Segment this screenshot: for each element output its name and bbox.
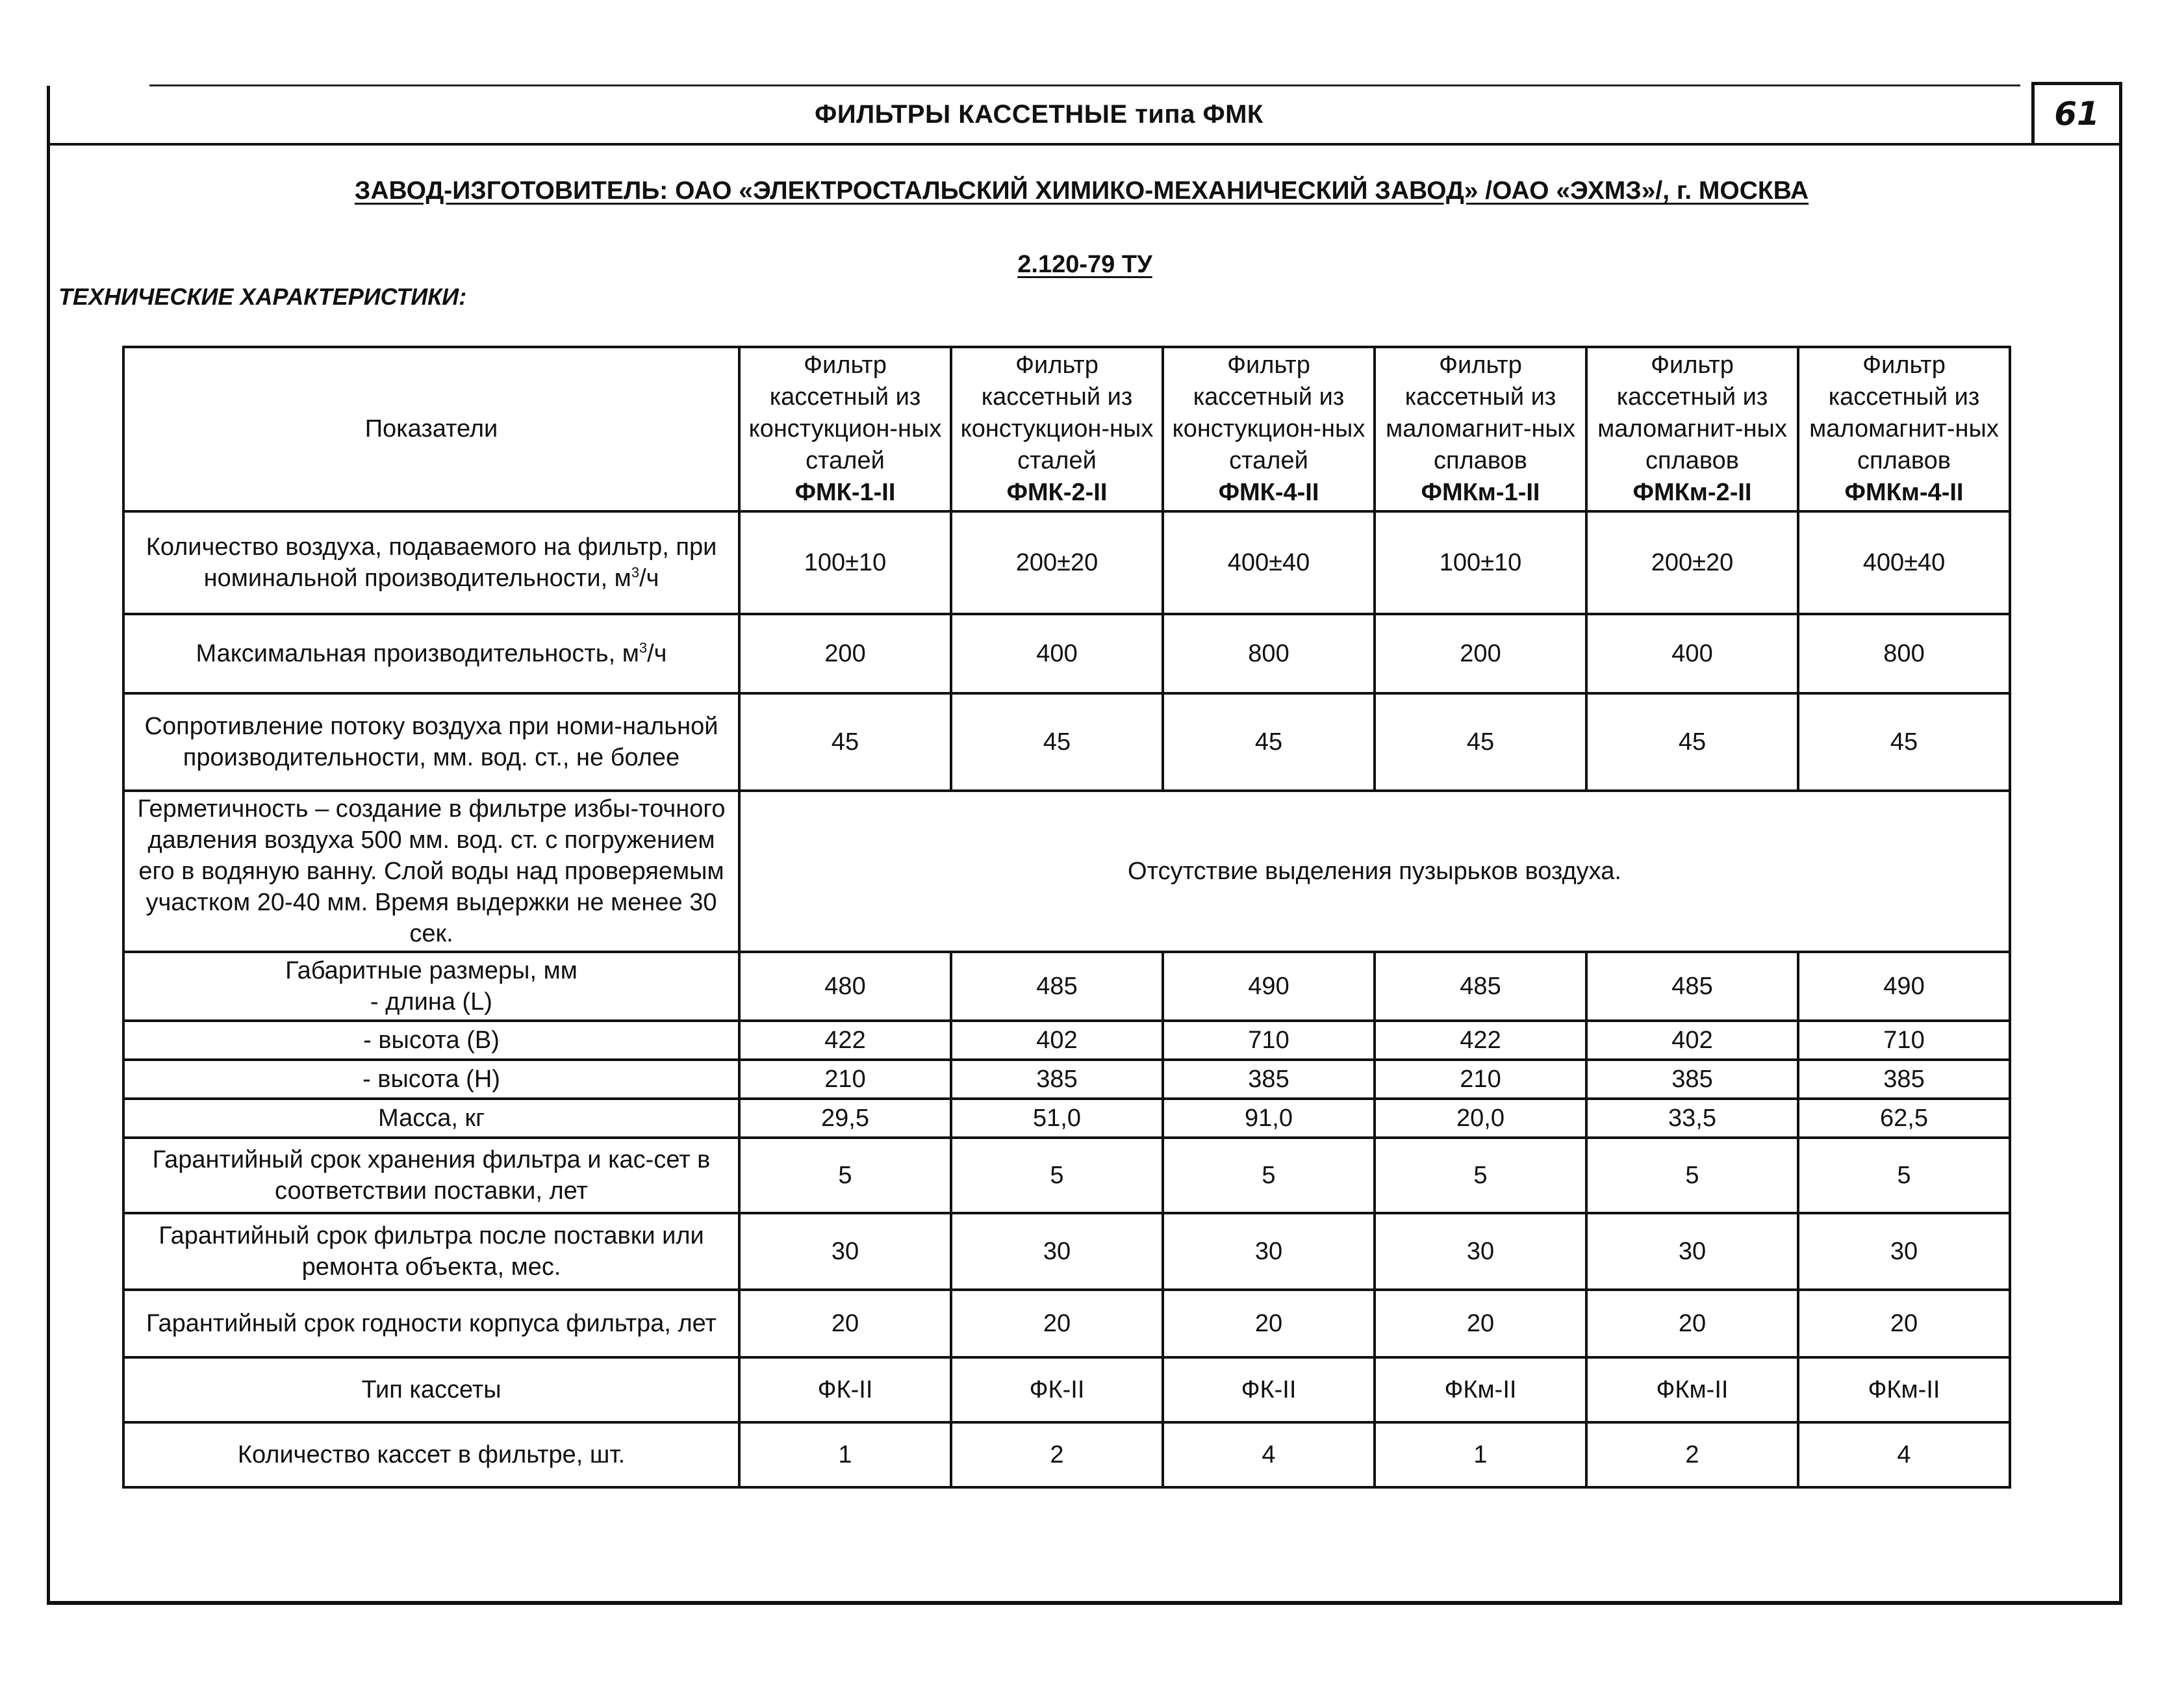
column-header — [1798, 347, 2010, 511]
column-desc: Фильтр кассетный из констукцион-ных сталей — [1172, 352, 1365, 474]
param-name: Гарантийный срок хранения фильтра и кас-сет в соответствии поставки, лет — [123, 1138, 739, 1213]
param-name: Гарантийный срок годности корпуса фильтра, лет — [123, 1290, 739, 1357]
column-header — [1163, 347, 1375, 511]
label-unit: /ч — [639, 565, 659, 592]
table-cell: 800 — [1798, 614, 2010, 693]
table-cell: 100±10 — [1375, 511, 1586, 614]
label-text: Максимальная производительность, м — [196, 640, 639, 667]
column-desc: Фильтр кассетный из констукцион-ных сталей — [748, 352, 942, 474]
table-cell: 5 — [1586, 1138, 1798, 1213]
table-cell: 480 — [739, 952, 951, 1021]
table-cell: 385 — [1798, 1060, 2010, 1099]
table-cell: 30 — [1798, 1213, 2010, 1290]
model-code: ФМК-1-II — [794, 479, 896, 506]
param-name: Масса, кг — [123, 1099, 739, 1138]
column-desc: Фильтр кассетный из маломагнит-ных сплавов — [1386, 352, 1575, 474]
column-desc: Фильтр кассетный из констукцион-ных сталей — [960, 352, 1154, 474]
table-cell: ФК-II — [739, 1357, 951, 1422]
table-cell: 51,0 — [951, 1099, 1163, 1138]
table-cell: 200 — [1375, 614, 1586, 693]
superscript: 3 — [631, 564, 640, 581]
page-title: ФИЛЬТРЫ КАССЕТНЫЕ типа ФМК — [815, 100, 1263, 129]
table-cell: 30 — [739, 1213, 951, 1290]
column-desc: Фильтр кассетный из маломагнит-ных сплавов — [1809, 352, 1999, 474]
title-band — [47, 86, 2122, 146]
table-row — [123, 1357, 2010, 1422]
table-row — [123, 1138, 2010, 1213]
table-cell: 100±10 — [739, 511, 951, 614]
table-cell: 485 — [1375, 952, 1586, 1021]
table-cell: 45 — [1798, 693, 2010, 791]
table-cell: ФКм-II — [1375, 1357, 1586, 1422]
column-header — [739, 347, 951, 511]
table-cell: 30 — [1375, 1213, 1586, 1290]
table-cell: 2 — [1586, 1422, 1798, 1487]
table-cell: 710 — [1163, 1021, 1375, 1060]
param-name: - высота (В) — [123, 1021, 739, 1060]
table-cell: 4 — [1163, 1422, 1375, 1487]
table-cell: 385 — [1163, 1060, 1375, 1099]
table-cell: 385 — [1586, 1060, 1798, 1099]
param-name: Гарантийный срок фильтра после поставки или ремонта объекта, мес. — [123, 1213, 739, 1290]
superscript: 3 — [639, 639, 648, 656]
label-text: Количество воздуха, подаваемого на фильтр, при номинальной производительности, м — [146, 533, 717, 592]
table-row — [123, 1290, 2010, 1357]
table-row — [123, 511, 2010, 614]
table-row — [123, 1213, 2010, 1290]
label-unit: /ч — [647, 640, 667, 667]
table-cell: 485 — [951, 952, 1163, 1021]
table-cell: 1 — [1375, 1422, 1586, 1487]
table-row — [123, 1021, 2010, 1060]
table-row — [123, 1422, 2010, 1487]
table-cell: 20 — [1163, 1290, 1375, 1357]
column-header — [1586, 347, 1798, 511]
column-header — [951, 347, 1163, 511]
table-cell: ФК-II — [1163, 1357, 1375, 1422]
table-cell: ФКм-II — [1798, 1357, 2010, 1422]
table-cell: 200 — [739, 614, 951, 693]
table-cell: 20,0 — [1375, 1099, 1586, 1138]
table-cell: 45 — [1375, 693, 1586, 791]
table-cell: 20 — [1798, 1290, 2010, 1357]
table-cell: 400 — [951, 614, 1163, 693]
table-cell: 33,5 — [1586, 1099, 1798, 1138]
table-cell: 400 — [1586, 614, 1798, 693]
standard-code: 2.120-79 ТУ — [1017, 251, 1152, 278]
table-cell: 5 — [739, 1138, 951, 1213]
table-cell: 5 — [951, 1138, 1163, 1213]
table-cell: 45 — [1163, 693, 1375, 791]
table-cell: 210 — [1375, 1060, 1586, 1099]
table-cell: 2 — [951, 1422, 1163, 1487]
page-number: 61 — [2031, 82, 2122, 143]
model-code: ФМКм-2-II — [1632, 479, 1752, 506]
table-cell: 200±20 — [951, 511, 1163, 614]
table-cell: 62,5 — [1798, 1099, 2010, 1138]
column-desc: Фильтр кассетный из маломагнит-ных сплавов — [1597, 352, 1787, 474]
table-cell: ФКм-II — [1586, 1357, 1798, 1422]
spec-table — [122, 346, 2011, 1489]
table-cell: 210 — [739, 1060, 951, 1099]
param-name: Тип кассеты — [123, 1357, 739, 1422]
table-header-row — [123, 347, 2010, 511]
table-cell: 422 — [1375, 1021, 1586, 1060]
model-code: ФМКм-1-II — [1421, 479, 1540, 506]
table-row — [123, 791, 2010, 952]
table-cell: 20 — [739, 1290, 951, 1357]
table-cell: 20 — [1375, 1290, 1586, 1357]
table-cell: 4 — [1798, 1422, 2010, 1487]
param-name — [123, 614, 739, 693]
table-cell: ФК-II — [951, 1357, 1163, 1422]
table-cell: 5 — [1163, 1138, 1375, 1213]
model-code: ФМК-2-II — [1006, 479, 1108, 506]
table-row — [123, 1060, 2010, 1099]
table-cell: 20 — [951, 1290, 1163, 1357]
table-cell: 1 — [739, 1422, 951, 1487]
table-cell: 485 — [1586, 952, 1798, 1021]
tech-characteristics-heading: ТЕХНИЧЕСКИЕ ХАРАКТЕРИСТИКИ: — [58, 283, 467, 310]
table-cell: 5 — [1798, 1138, 2010, 1213]
param-name: Габаритные размеры, мм - длина (L) — [123, 952, 739, 1021]
table-cell: 422 — [739, 1021, 951, 1060]
table-cell: 400±40 — [1163, 511, 1375, 614]
table-cell: 200±20 — [1586, 511, 1798, 614]
merged-cell: Отсутствие выделения пузырьков воздуха. — [739, 791, 2010, 952]
table-cell: 5 — [1375, 1138, 1586, 1213]
model-code: ФМКм-4-II — [1844, 479, 1964, 506]
manufacturer-line: ЗАВОД-ИЗГОТОВИТЕЛЬ: ОАО «ЭЛЕКТРОСТАЛЬСКИЙ ХИМИКО-МЕХАНИЧЕСКИЙ ЗАВОД» /ОАО «ЭХМЗ»/, г. МОСКВА — [354, 177, 1809, 205]
table-cell: 91,0 — [1163, 1099, 1375, 1138]
table-cell: 20 — [1586, 1290, 1798, 1357]
table-cell: 490 — [1163, 952, 1375, 1021]
table-cell: 402 — [1586, 1021, 1798, 1060]
table-cell: 400±40 — [1798, 511, 2010, 614]
table-row — [123, 693, 2010, 791]
model-code: ФМК-4-II — [1218, 479, 1319, 506]
table-row — [123, 952, 2010, 1021]
table-cell: 45 — [739, 693, 951, 791]
param-name: Герметичность – создание в фильтре избы-точного давления воздуха 500 мм. вод. ст. с погружением его в водяную ванну. Слой воды над проверяемым участком 20-40 мм. Время выдержки не менее 30 сек. — [123, 791, 739, 952]
table-cell: 29,5 — [739, 1099, 951, 1138]
param-name: - высота (Н) — [123, 1060, 739, 1099]
table-cell: 30 — [1586, 1213, 1798, 1290]
table-row — [123, 614, 2010, 693]
table-row — [123, 1099, 2010, 1138]
table-cell: 45 — [1586, 693, 1798, 791]
table-cell: 800 — [1163, 614, 1375, 693]
param-name: Сопротивление потоку воздуха при номи-нальной производительности, мм. вод. ст., не более — [123, 693, 739, 791]
param-name: Количество кассет в фильтре, шт. — [123, 1422, 739, 1487]
table-cell: 30 — [1163, 1213, 1375, 1290]
column-header — [1375, 347, 1586, 511]
table-cell: 402 — [951, 1021, 1163, 1060]
table-cell: 490 — [1798, 952, 2010, 1021]
table-cell: 45 — [951, 693, 1163, 791]
param-header: Показатели — [123, 347, 739, 511]
table-cell: 710 — [1798, 1021, 2010, 1060]
table-cell: 30 — [951, 1213, 1163, 1290]
table-cell: 385 — [951, 1060, 1163, 1099]
param-name — [123, 511, 739, 614]
